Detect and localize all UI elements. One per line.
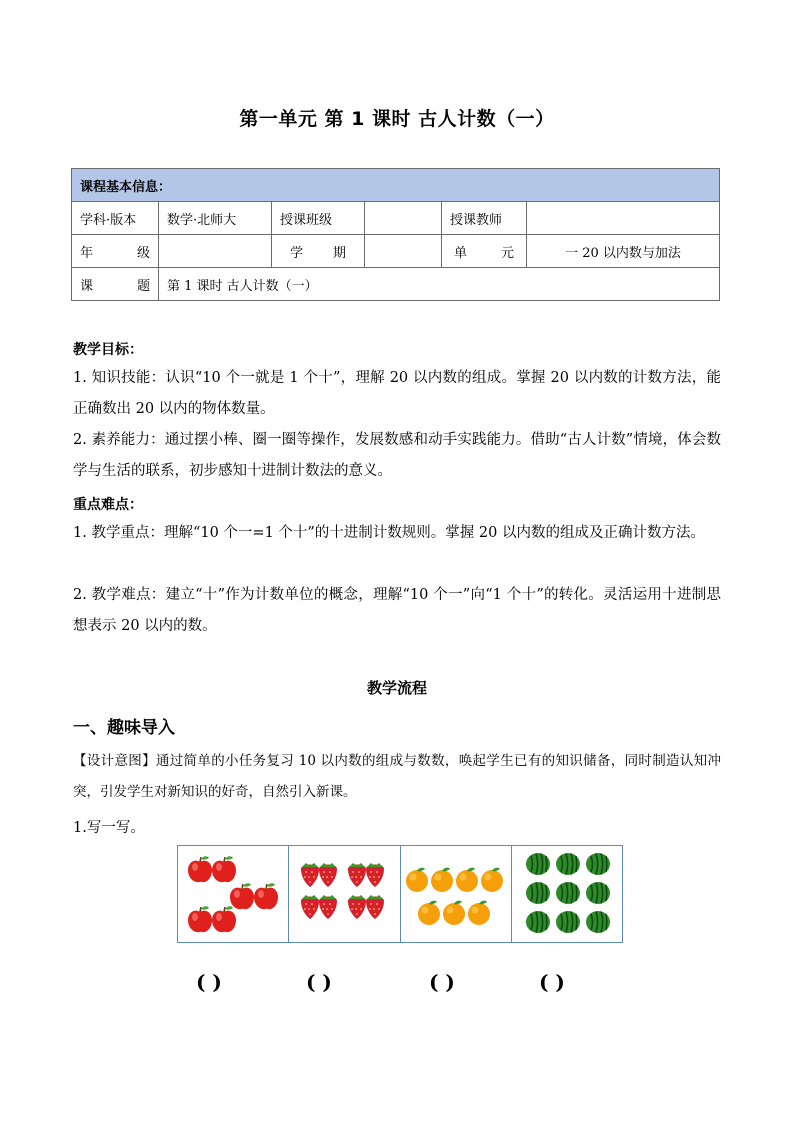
orange-icons: [401, 846, 511, 942]
strawberry-icons: [289, 846, 399, 942]
class-value: [365, 202, 442, 235]
subject-value: 数学·北师大: [159, 202, 272, 235]
answer-blanks: [0, 970, 794, 1000]
objective-item-1: 1. 知识技能：认识“10 个一就是 1 个十”，理解 20 以内数的组成。掌握 20 以内数的计数方法，能正确数出 20 以内的物体数量。: [73, 370, 721, 417]
teacher-value: [527, 202, 720, 235]
topic-label: 课 题: [72, 268, 159, 301]
orange-picture: [401, 846, 512, 942]
exercise-label: 1.写一写。: [73, 820, 145, 836]
strawberry-picture: [289, 846, 400, 942]
fruit-picture-row: [177, 845, 623, 943]
subject-label: 学科·版本: [72, 202, 159, 235]
page-title: 第一单元 第 1 课时 古人计数（一）: [239, 108, 555, 130]
watermelon-picture: [512, 846, 622, 942]
key-points-heading: 重点难点：: [73, 497, 143, 513]
key-point-item-2: 2. 教学难点：建立“十”作为计数单位的概念，理解“10 个一”向“1 个十”的转化。灵活运用十进制思想表示 20 以内的数。: [73, 587, 721, 634]
watermelon-icons: [512, 846, 622, 942]
unit-label: 单 元: [442, 235, 527, 268]
key-point-item-1: 1. 教学重点：理解“10 个一=1 个十”的十进制计数规则。掌握 20 以内数的组成及正确计数方法。: [73, 525, 705, 541]
objective-item-2: 2. 素养能力：通过摆小棒、圈一圈等操作，发展数感和动手实践能力。借助“古人计数”情境，体会数学与生活的联系，初步感知十进制计数法的意义。: [73, 432, 721, 479]
table-header: 课程基本信息：: [72, 169, 720, 202]
term-value: [365, 235, 442, 268]
objectives-heading: 教学目标：: [73, 342, 143, 358]
apple-picture: [178, 846, 289, 942]
term-label: 学 期: [272, 235, 365, 268]
answer-blank-4[interactable]: ( ): [539, 970, 565, 994]
topic-value: 第 1 课时 古人计数（一）: [159, 268, 720, 301]
grade-value: [159, 235, 272, 268]
design-intent: 【设计意图】通过简单的小任务复习 10 以内数的组成与数数，唤起学生已有的知识储备，同时制造认知冲突，引发学生对新知识的好奇，自然引入新课。: [73, 753, 721, 800]
section-1-heading: 一、趣味导入: [73, 718, 175, 738]
flow-heading: 教学流程: [366, 679, 427, 697]
unit-value: 一 20 以内数与加法: [527, 235, 720, 268]
teacher-label: 授课教师: [442, 202, 527, 235]
answer-blank-3[interactable]: ( ): [429, 970, 455, 994]
class-label: 授课班级: [272, 202, 365, 235]
course-info-table: [71, 168, 720, 301]
answer-blank-1[interactable]: ( ): [196, 970, 222, 994]
apple-icons: [178, 846, 288, 942]
answer-blank-2[interactable]: ( ): [306, 970, 332, 994]
grade-label: 年 级: [72, 235, 159, 268]
